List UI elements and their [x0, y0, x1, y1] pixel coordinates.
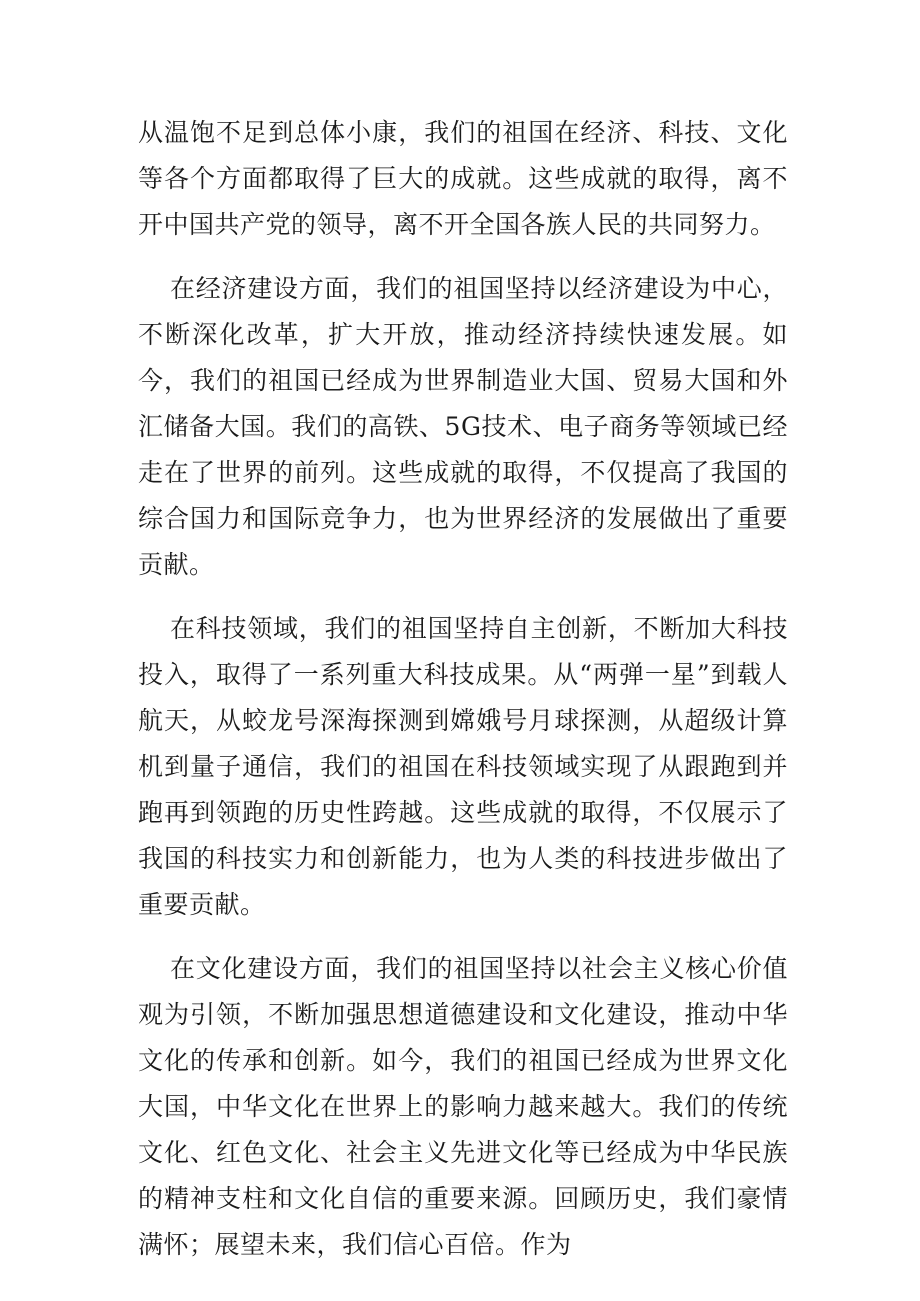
paragraph-culture: 在文化建设方面，我们的祖国坚持以社会主义核心价值观为引领，不断加强思想道德建设和文化建设，推动中华文化的传承和创新。如今，我们的祖国已经成为世界文化大国，中华文化在世界上的影响力越来越大。我们的传统文化、红色文化、社会主义先进文化等已经成为中华民族的精神支柱和文化自信的重要来源。回顾历史，我们豪情满怀；展望未来，我们信心百倍。作为 [138, 954, 788, 1259]
document-body [138, 110, 788, 1286]
paragraph-technology: 在科技领域，我们的祖国坚持自主创新，不断加大科技投入，取得了一系列重大科技成果。从“两弹一星”到载人航天，从蛟龙号深海探测到嫦娥号月球探测，从超级计算机到量子通信，我们的祖国在科技领域实现了从跟跑到并跑再到领跑的历史性跨越。这些成就的取得，不仅展示了我国的科技实力和创新能力，也为人类的科技进步做出了重要贡献。 [138, 614, 788, 919]
paragraph-economy: 在经济建设方面，我们的祖国坚持以经济建设为中心，不断深化改革，扩大开放，推动经济持续快速发展。如今，我们的祖国已经成为世界制造业大国、贸易大国和外汇储备大国。我们的高铁、5G技术、电子商务等领域已经走在了世界的前列。这些成就的取得，不仅提高了我国的综合国力和国际竞争力，也为世界经济的发展做出了重要贡献。 [138, 274, 788, 579]
paragraph-intro: 从温饱不足到总体小康，我们的祖国在经济、科技、文化等各个方面都取得了巨大的成就。这些成就的取得，离不开中国共产党的领导，离不开全国各族人民的共同努力。 [138, 118, 788, 239]
